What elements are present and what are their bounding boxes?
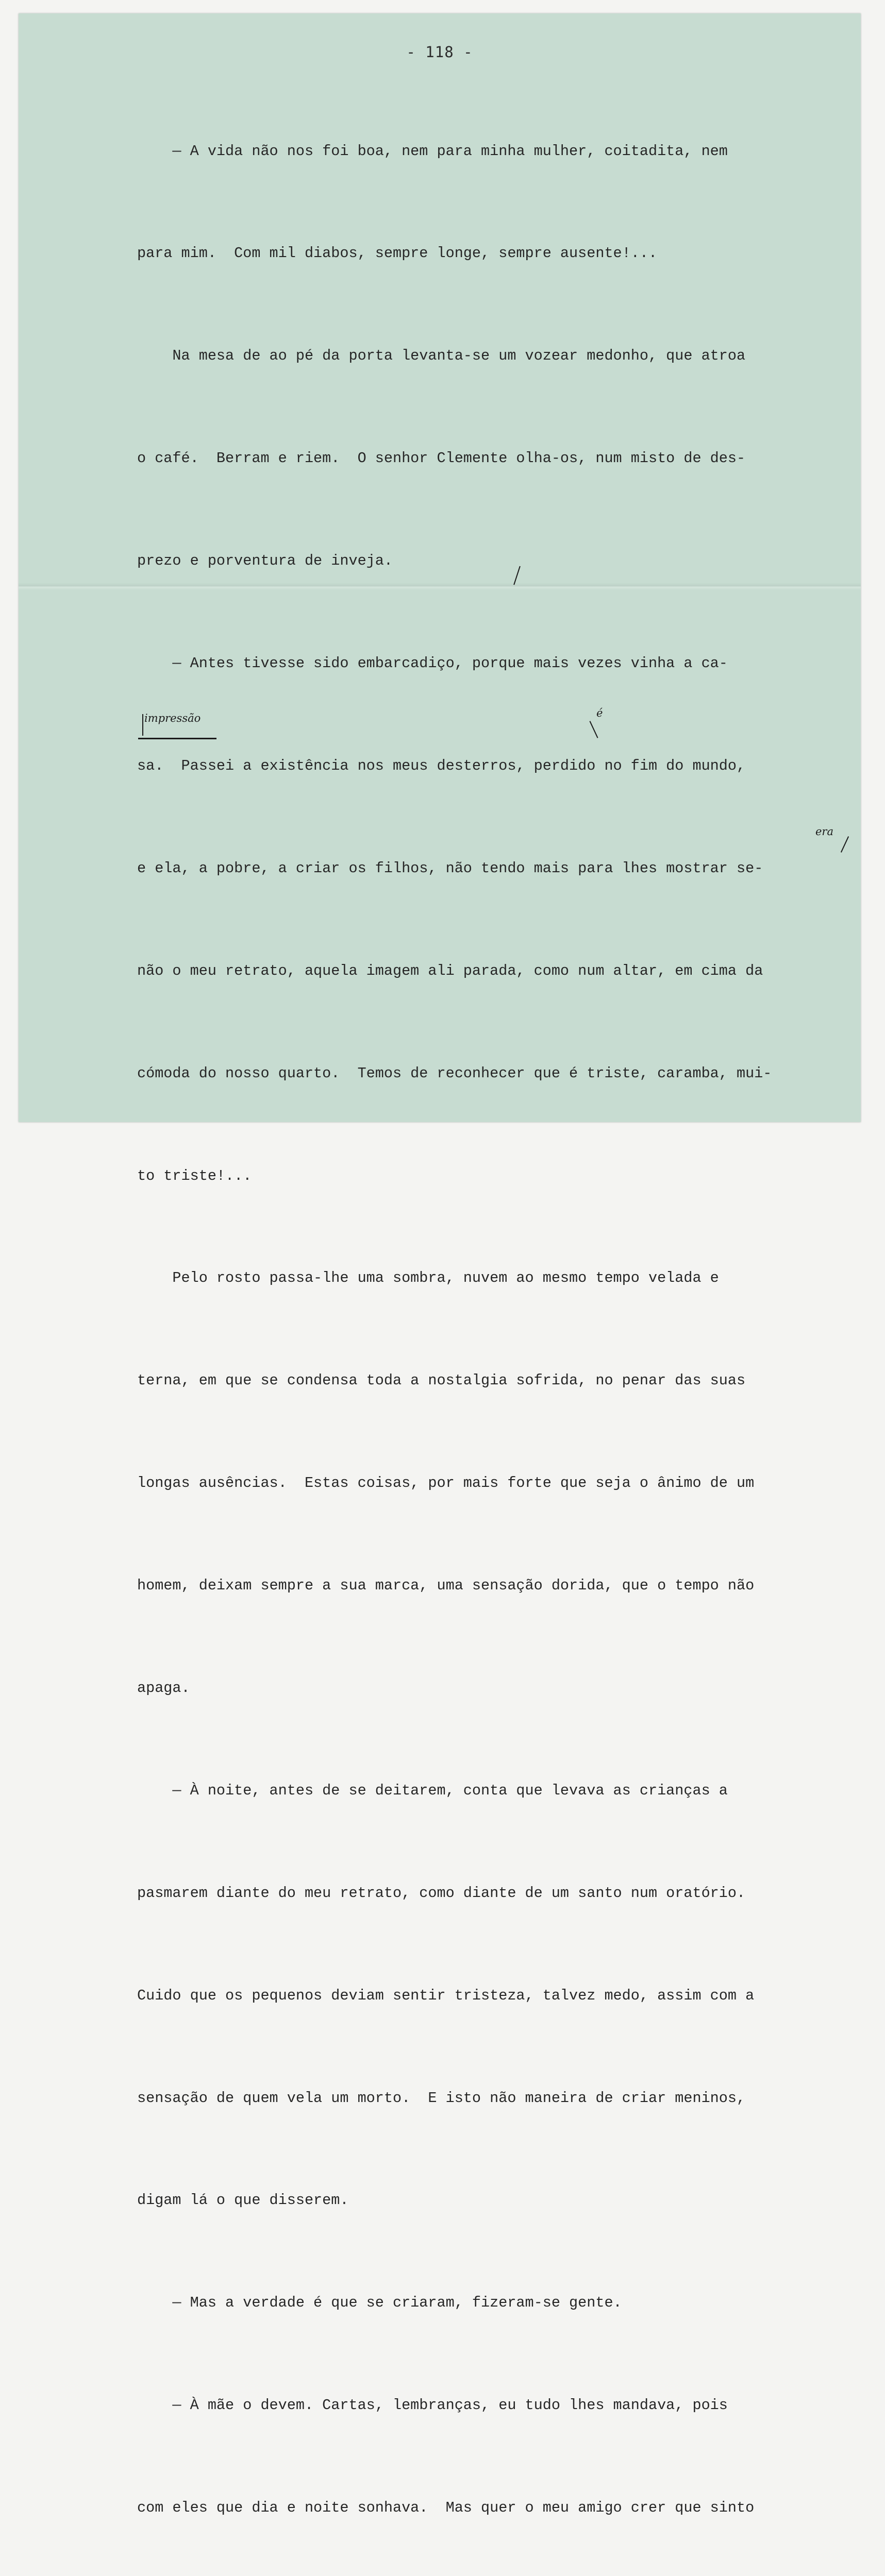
handwritten-insertion-impressao: impressão	[144, 712, 201, 724]
document-page	[19, 13, 861, 2517]
text-line: — A vida não nos foi boa, nem para minha mulher, coitadita, nem	[137, 142, 728, 160]
text-line: Pelo rosto passa-lhe uma sombra, nuvem ao mesmo tempo velada e	[137, 1269, 719, 1287]
text-line: — Mas a verdade é que se criaram, fizeram-se gente.	[137, 2294, 622, 2312]
text-line: to triste!...	[137, 1167, 252, 1184]
handwritten-insertion-e: é	[596, 707, 603, 719]
insertion-caret-mark	[142, 714, 143, 736]
text-line: Na mesa de ao pé da porta levanta-se um vozear medonho, que atroa	[137, 347, 746, 365]
text-line: prezo e porventura de inveja.	[137, 552, 393, 570]
text-line: pasmarem diante do meu retrato, como diante de um santo num oratório.	[137, 1884, 746, 1902]
text-line: longas ausências. Estas coisas, por mais forte que seja o ânimo de um	[137, 1475, 755, 1492]
text-line: sensação de quem vela um morto. E isto não maneira de criar meninos,	[137, 2089, 746, 2107]
text-line: terna, em que se condensa toda a nostalgia sofrida, no penar das suas	[137, 1372, 746, 1389]
text-line: e ela, a pobre, a criar os filhos, não tendo mais para lhes mostrar se-	[137, 859, 763, 877]
text-line: — Antes tivesse sido embarcadiço, porque mais vezes vinha a ca-	[137, 655, 728, 672]
text-line: Cuido que os pequenos deviam sentir tristeza, talvez medo, assim com a	[137, 1987, 755, 2004]
text-line: digam lá o que disserem.	[137, 2192, 349, 2209]
text-line: o café. Berram e riem. O senhor Clemente olha-os, num misto de des-	[137, 450, 746, 467]
text-line: — À noite, antes de se deitarem, conta que levava as crianças a	[137, 1782, 728, 1799]
strikethrough-mark	[138, 738, 216, 739]
text-line: cómoda do nosso quarto. Temos de reconhecer que é triste, caramba, mui-	[137, 1064, 772, 1082]
text-line: para mim. Com mil diabos, sempre longe, sempre ausente!...	[137, 245, 658, 262]
text-line: com eles que dia e noite sonhava. Mas quer o meu amigo crer que sinto	[137, 2499, 755, 2517]
typed-body	[137, 66, 879, 2576]
text-line: — À mãe o devem. Cartas, lembranças, eu tudo lhes mandava, pois	[137, 2397, 728, 2414]
page-number: - 118 -	[406, 43, 473, 61]
handwritten-insertion-era: era	[815, 825, 833, 838]
text-line: sa. Passei a existência nos meus desterros, perdido no fim do mundo,	[137, 757, 746, 774]
text-line: não o meu retrato, aquela imagem ali parada, como num altar, em cima da	[137, 962, 763, 979]
text-line: homem, deixam sempre a sua marca, uma sensação dorida, que o tempo não	[137, 1577, 755, 1595]
text-line: apaga.	[137, 1679, 190, 1697]
